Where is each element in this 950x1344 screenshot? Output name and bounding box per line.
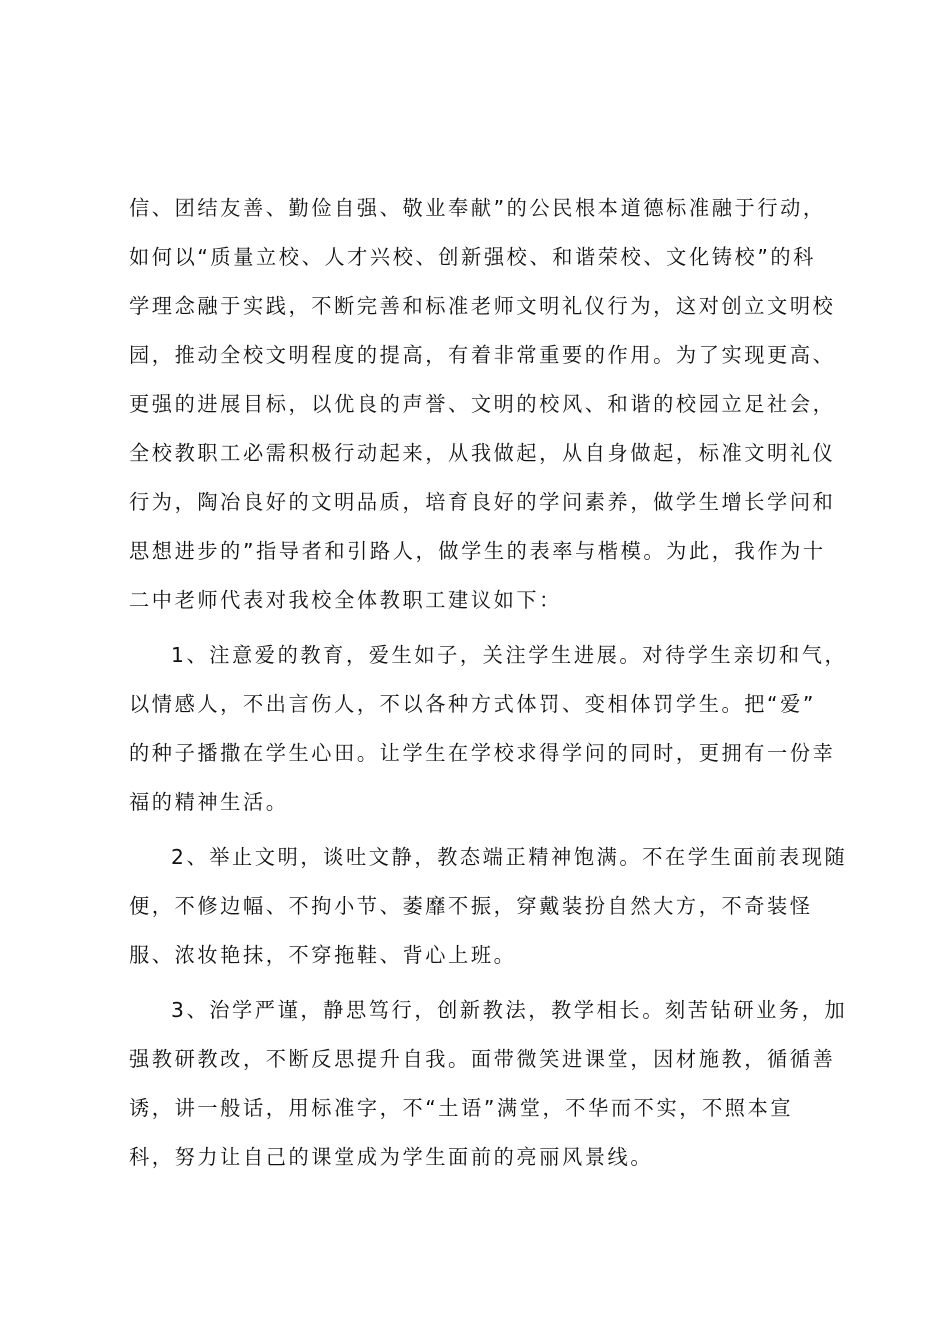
paragraph-line: 的种子播撒在学生心田。让学生在学校求得学问的同时，更拥有一份幸	[129, 741, 836, 765]
paragraph-line: 便，不修边幅、不拘小节、萎靡不振，穿戴装扮自然大方，不奇装怪	[129, 894, 813, 918]
paragraph-line: 诱，讲一般话，用标准字，不“土语”满堂，不华而不实，不照本宣	[129, 1096, 794, 1120]
paragraph-line: 服、浓妆艳抹，不穿拖鞋、背心上班。	[129, 943, 517, 967]
paragraph-line: 科，努力让自己的课堂成为学生面前的亮丽风景线。	[129, 1145, 654, 1169]
paragraph-line: 以情感人，不出言伤人，不以各种方式体罚、变相体罚学生。把“爱”	[129, 692, 816, 716]
paragraph-line: 学理念融于实践，不断完善和标准老师文明礼仪行为，这对创立文明校	[129, 294, 836, 318]
paragraph-line: 更强的进展目标，以优良的声誉、文明的校风、和谐的校园立足社会，	[129, 392, 836, 416]
paragraph-line: 福的精神生活。	[129, 790, 289, 814]
paragraph-line: 行为，陶冶良好的文明品质，培育良好的学问素养，做学生增长学问和	[129, 490, 836, 514]
paragraph-line: 园，推动全校文明程度的提高，有着非常重要的作用。为了实现更高、	[129, 343, 836, 367]
paragraph-line: 2、举止文明，谈吐文静，教态端正精神饱满。不在学生面前表现随	[171, 845, 848, 869]
paragraph-line: 二中老师代表对我校全体教职工建议如下：	[129, 588, 562, 612]
paragraph-line: 强教研教改，不断反思提升自我。面带微笑进课堂，因材施教，循循善	[129, 1047, 836, 1071]
paragraph-line: 1、注意爱的教育，爱生如子，关注学生进展。对待学生亲切和气，	[171, 643, 848, 667]
paragraph-line: 全校教职工必需积极行动起来，从我做起，从自身做起，标准文明礼仪	[129, 441, 836, 465]
paragraph-line: 信、团结友善、勤俭自强、敬业奉献”的公民根本道德标准融于行动，	[129, 196, 826, 220]
paragraph-line: 如何以“质量立校、人才兴校、创新强校、和谐荣校、文化铸校”的科	[129, 245, 816, 269]
paragraph-line: 思想进步的”指导者和引路人，做学生的表率与楷模。为此，我作为十	[129, 539, 826, 563]
paragraph-line: 3、治学严谨，静思笃行，创新教法，教学相长。刻苦钻研业务，加	[171, 998, 848, 1022]
